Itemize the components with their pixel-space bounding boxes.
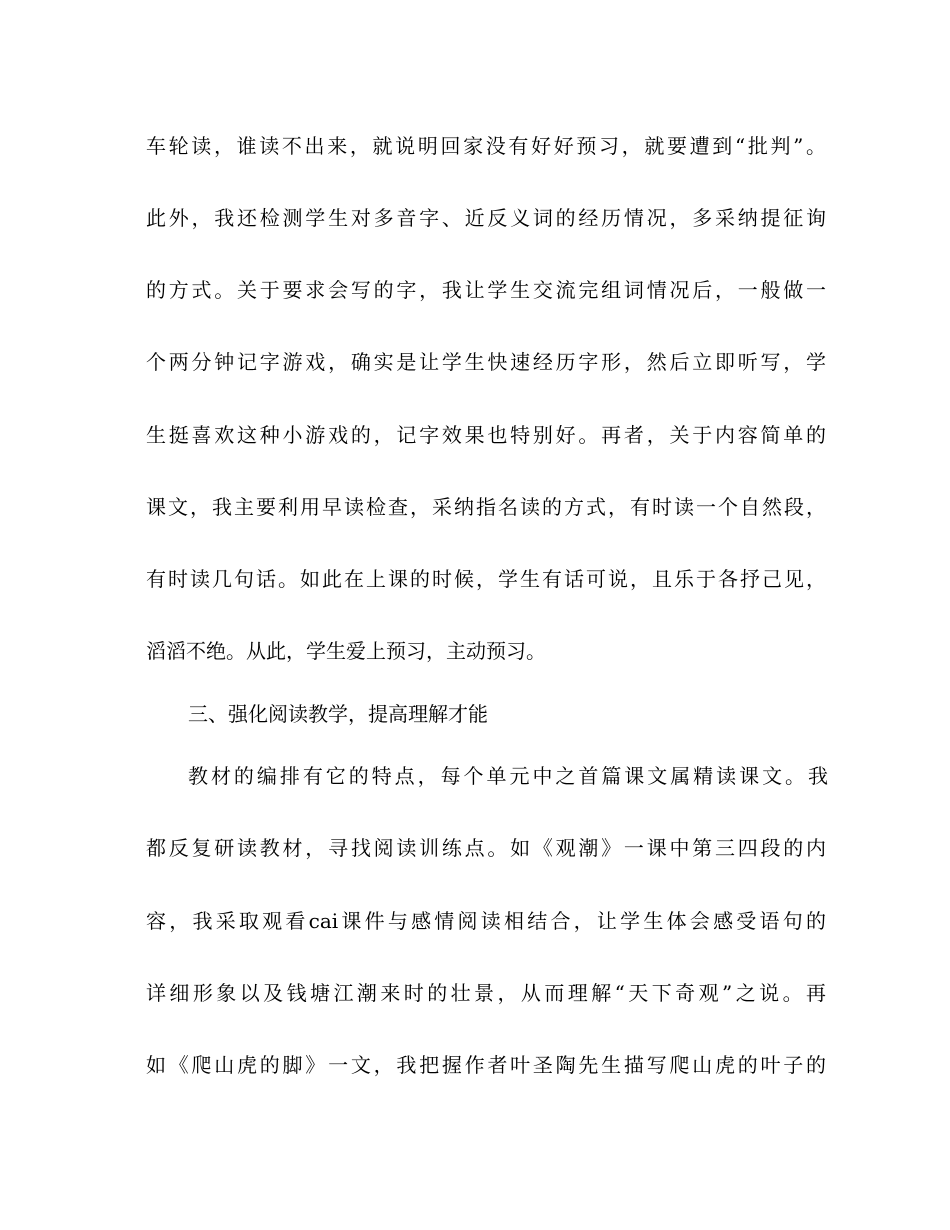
body-text-line: 有时读几句话。如此在上课的时候，学生有话可说，且乐于各抒己见， (146, 567, 826, 591)
section-heading: 三、强化阅读教学，提高理解才能 (188, 702, 488, 726)
body-text-line: 此外，我还检测学生对多音字、近反义词的经历情况，多采纳提征询 (146, 206, 826, 230)
body-text-line: 滔滔不绝。从此，学生爱上预习，主动预习。 (146, 639, 546, 663)
body-text-line: 都反复研读教材，寻找阅读训练点。如《观潮》一课中第三四段的内 (146, 836, 826, 860)
body-text-line: 生挺喜欢这种小游戏的，记字效果也特别好。再者，关于内容简单的 (146, 423, 826, 447)
body-text-line: 课文，我主要利用早读检查，采纳指名读的方式，有时读一个自然段， (146, 495, 826, 519)
body-text-line: 车轮读，谁读不出来，就说明回家没有好好预习，就要遭到“批判”。 (146, 134, 826, 158)
body-text-line: 如《爬山虎的脚》一文，我把握作者叶圣陶先生描写爬山虎的叶子的 (146, 1053, 826, 1077)
body-text-line: 个两分钟记字游戏，确实是让学生快速经历字形，然后立即听写，学 (146, 350, 826, 374)
body-text-line: 容，我采取观看cai课件与感情阅读相结合，让学生体会感受语句的 (146, 909, 826, 933)
body-text-line: 的方式。关于要求会写的字，我让学生交流完组词情况后，一般做一 (146, 278, 826, 302)
paragraph-first-line: 教材的编排有它的特点，每个单元中之首篇课文属精读课文。我 (188, 764, 828, 788)
body-text-line: 详细形象以及钱塘江潮来时的壮景，从而理解“天下奇观”之说。再 (146, 981, 826, 1005)
